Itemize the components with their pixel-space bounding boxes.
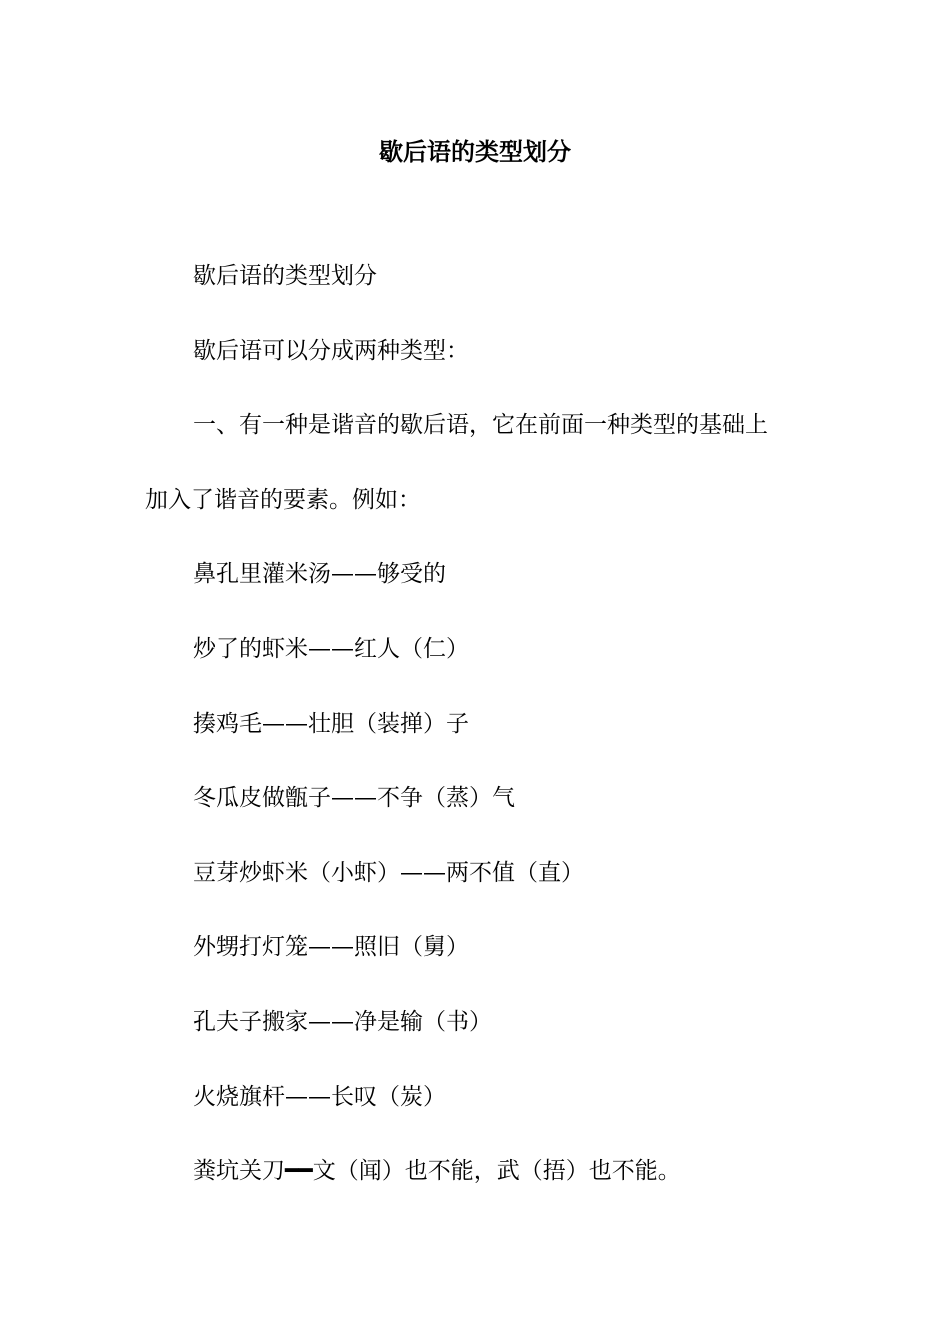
example-item: 粪坑关刀━━文（闻）也不能，武（捂）也不能。 [193, 1158, 681, 1184]
paragraph-type-one-line1: 一、有一种是谐音的歇后语，它在前面一种类型的基础上 [193, 412, 768, 438]
example-item: 炒了的虾米——红人（仁） [193, 636, 469, 662]
paragraph-type-one-line2: 加入了谐音的要素。例如： [145, 487, 421, 513]
example-item: 豆芽炒虾米（小虾）——两不值（直） [193, 860, 584, 886]
example-item: 孔夫子搬家——净是输（书） [193, 1009, 492, 1035]
example-item: 揍鸡毛——壮胆（装掸）子 [193, 711, 469, 737]
example-item: 火烧旗杆——长叹（炭） [193, 1084, 446, 1110]
example-item: 冬瓜皮做甑子——不争（蒸）气 [193, 785, 515, 811]
document-title: 歇后语的类型划分 [379, 137, 571, 166]
example-item: 外甥打灯笼——照旧（舅） [193, 934, 469, 960]
paragraph-subtitle: 歇后语的类型划分 [193, 263, 377, 289]
example-item: 鼻孔里灌米汤——够受的 [193, 561, 446, 587]
paragraph-intro: 歇后语可以分成两种类型： [193, 338, 469, 364]
